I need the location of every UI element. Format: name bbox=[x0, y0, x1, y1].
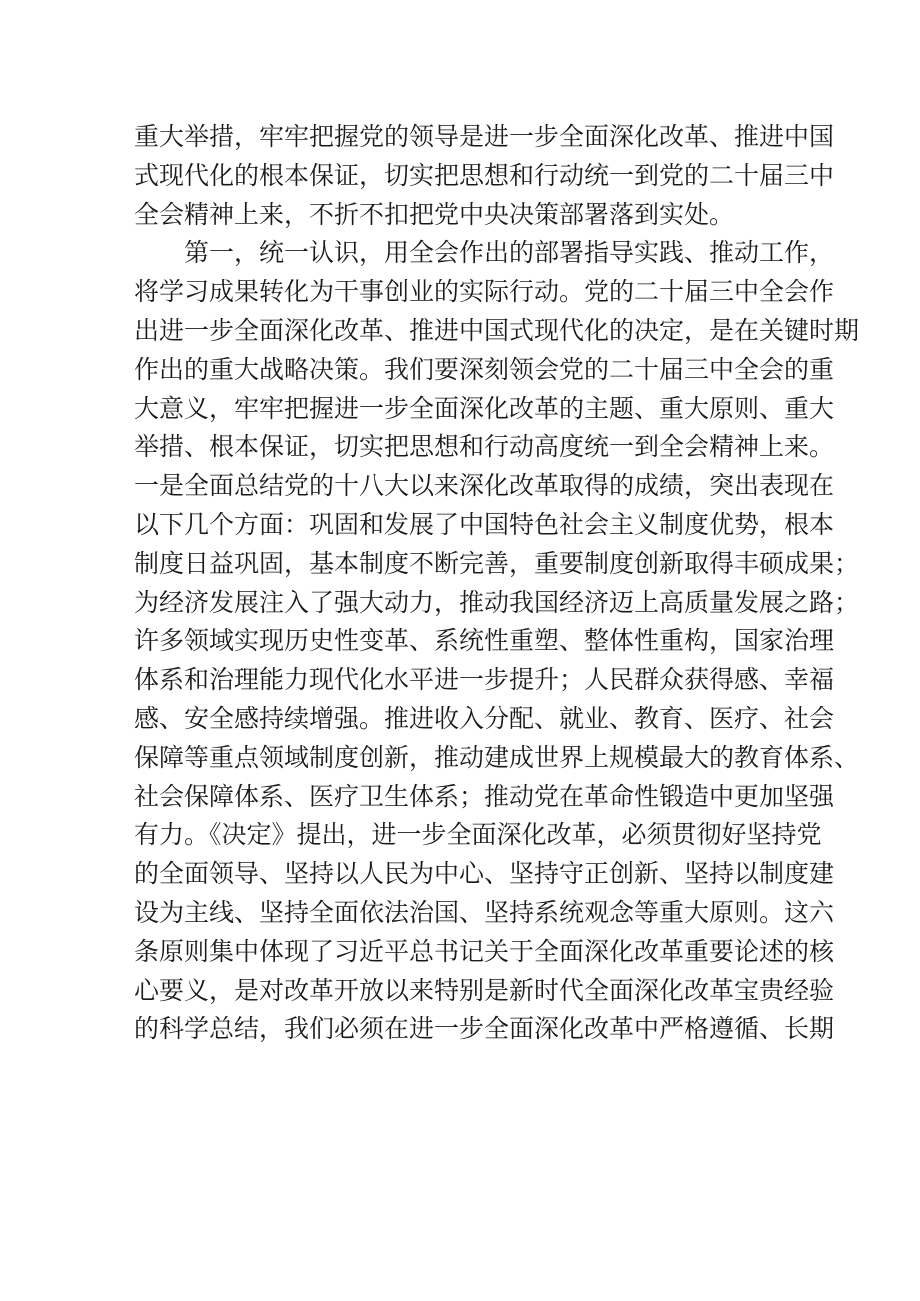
text-line: 许多领域实现历史性变革、系统性重塑、整体性重构，国家治理 bbox=[134, 626, 835, 656]
text-line: 出进一步全面深化改革、推进中国式现代化的决定，是在关键时期 bbox=[134, 315, 860, 345]
text-line: 一是全面总结党的十八大以来深化改革取得的成绩，突出表现在 bbox=[134, 471, 835, 501]
paragraph-2 bbox=[134, 234, 860, 1049]
document-body bbox=[134, 118, 860, 1049]
text-line: 保障等重点领域制度创新，推动建成世界上规模最大的教育体系、 bbox=[134, 742, 860, 772]
text-line: 为经济发展注入了强大动力，推动我国经济迈上高质量发展之路； bbox=[134, 587, 860, 617]
text-line: 重大举措，牢牢把握党的领导是进一步全面深化改革、推进中国 bbox=[134, 122, 835, 151]
text-line: 作出的重大战略决策。我们要深刻领会党的二十届三中全会的重 bbox=[134, 354, 835, 384]
text-line: 感、安全感持续增强。推进收入分配、就业、教育、医疗、社会 bbox=[134, 703, 835, 733]
text-line: 大意义，牢牢把握进一步全面深化改革的主题、重大原则、重大 bbox=[134, 393, 835, 423]
text-line: 的全面领导、坚持以人民为中心、坚持守正创新、坚持以制度建 bbox=[134, 859, 835, 889]
text-line: 心要义，是对改革开放以来特别是新时代全面深化改革宝贵经验 bbox=[134, 975, 835, 1005]
text-line: 全会精神上来，不折不扣把党中央决策部署落到实处。 bbox=[134, 199, 735, 229]
text-line: 条原则集中体现了习近平总书记关于全面深化改革重要论述的核 bbox=[134, 936, 835, 966]
text-line: 有力。《决定》提出，进一步全面深化改革，必须贯彻好坚持党 bbox=[134, 820, 822, 850]
text-line: 社会保障体系、医疗卫生体系；推动党在革命性锻造中更加坚强 bbox=[134, 781, 835, 811]
text-line: 的科学总结，我们必须在进一步全面深化改革中严格遵循、长期 bbox=[134, 1014, 835, 1044]
text-line: 式现代化的根本保证，切实把思想和行动统一到党的二十届三中 bbox=[134, 160, 835, 190]
text-line: 体系和治理能力现代化水平进一步提升；人民群众获得感、幸福 bbox=[134, 665, 835, 695]
text-line: 举措、根本保证，切实把思想和行动高度统一到全会精神上来。 bbox=[134, 432, 835, 462]
text-line: 以下几个方面：巩固和发展了中国特色社会主义制度优势，根本 bbox=[134, 509, 835, 539]
text-line: 将学习成果转化为干事创业的实际行动。党的二十届三中全会作 bbox=[134, 277, 835, 307]
text-line: 第一，统一认识，用全会作出的部署指导实践、推动工作， bbox=[184, 238, 835, 268]
text-line: 制度日益巩固，基本制度不断完善，重要制度创新取得丰硕成果； bbox=[134, 548, 860, 578]
text-line: 设为主线、坚持全面依法治国、坚持系统观念等重大原则。这六 bbox=[134, 897, 835, 927]
paragraph-1 bbox=[134, 118, 835, 234]
